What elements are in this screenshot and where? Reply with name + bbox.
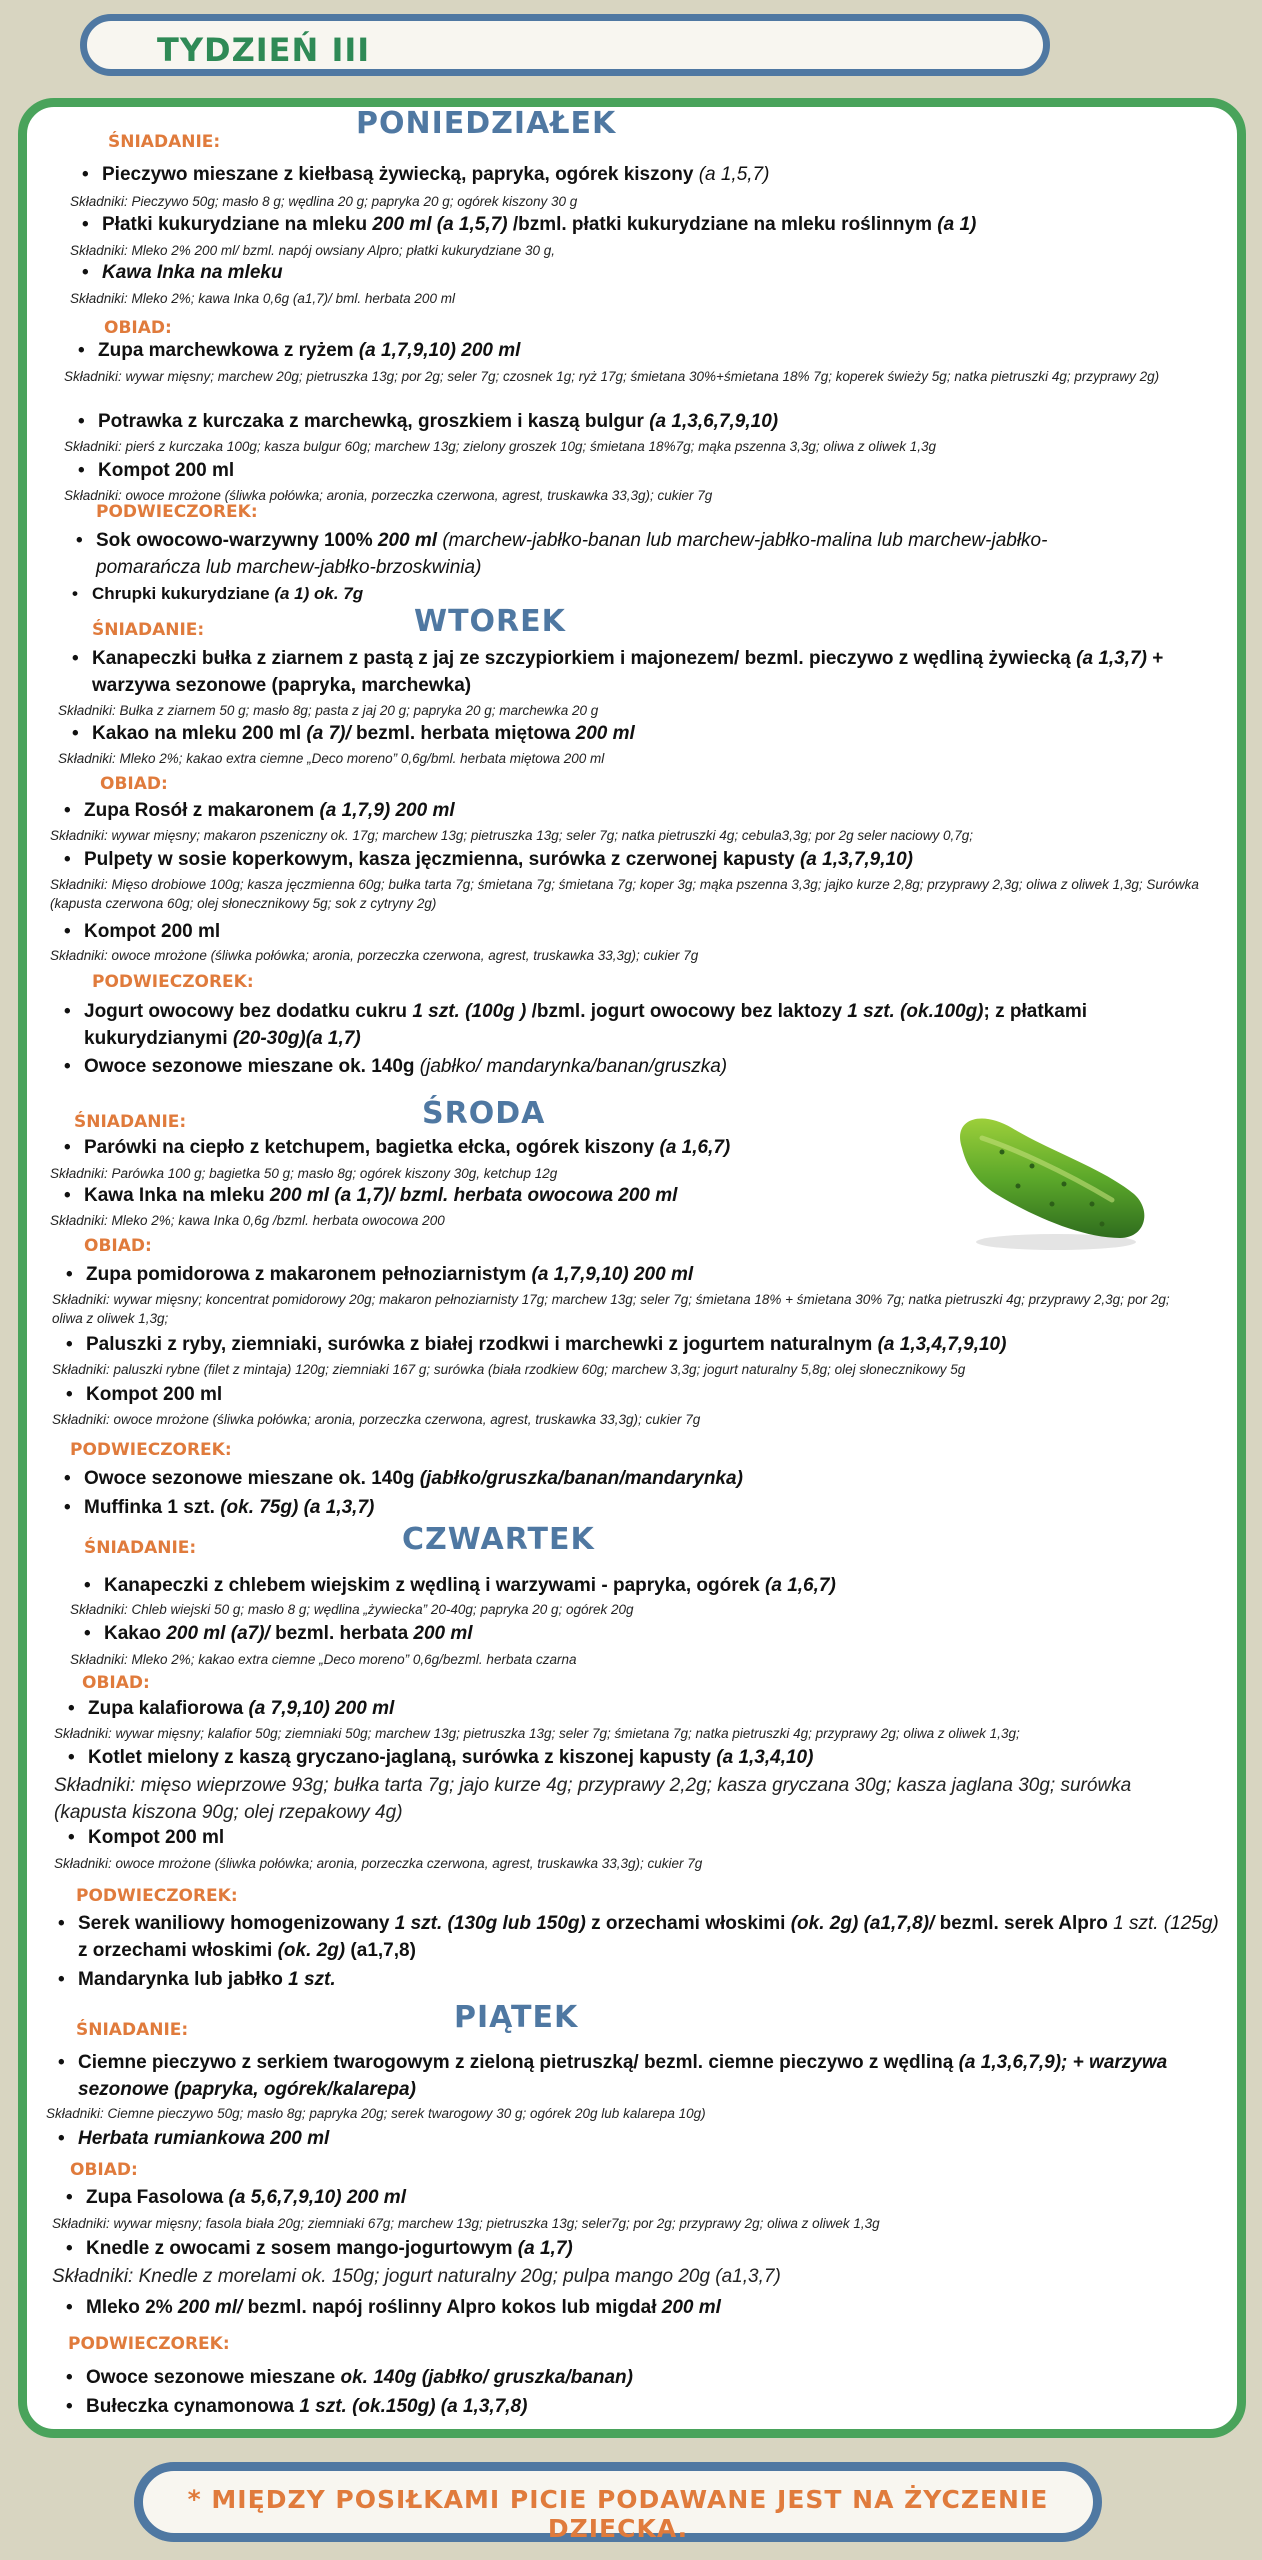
mon-day-heading: PONIEDZIAŁEK [356, 106, 617, 141]
wed-lunch-item-2: • Paluszki z ryby, ziemniaki, surówka z białej rzodkwi i marchewki z jogurtem naturalnym (a 1,3,4,7,9,10) [86, 1331, 1006, 1358]
tue-breakfast-ingredients-1: Składniki: Bułka z ziarnem 50 g; masło 8g; pasta z jaj 20 g; papryka 20 g; marchewka 20 g [58, 703, 599, 718]
mon-lunch-item-2: • Potrawka z kurczaka z marchewką, groszkiem i kaszą bulgur (a 1,3,6,7,9,10) [98, 408, 778, 435]
wed-lunch-ingredients-1: Składniki: wywar mięsny; koncentrat pomidorowy 20g; makaron pełnoziarnisty 17g; marchew 13g; seler 7g; śmietana 18% + śmietana 30% 7g; natka pietruszki 4g; przyprawy 2,3g; por 2g; oliwa z oliwek 1,3g; [52, 1292, 1170, 1326]
thu-breakfast-ingredients-2: Składniki: Mleko 2%; kakao extra ciemne „Deco moreno” 0,6g/bezml. herbata czarna [70, 1652, 577, 1667]
mon-lunch-item-1: • Zupa marchewkowa z ryżem (a 1,7,9,10) 200 ml [98, 337, 520, 364]
wed-day-heading: ŚRODA [422, 1096, 546, 1131]
footer-note: * MIĘDZY POSIŁKAMI PICIE PODAWANE JEST NA ŻYCZENIE DZIECKA. [187, 2485, 1049, 2543]
tue-lunch-ingredients-3: Składniki: owoce mrożone (śliwka połówka; aronia, porzeczka czerwona, agrest, truskawka 33,3g); cukier 7g [50, 948, 699, 963]
fri-lunch-item-2: • Knedle z owocami z sosem mango-jogurtowym (a 1,7) [86, 2235, 573, 2262]
mon-breakfast-label: ŚNIADANIE: [108, 132, 221, 152]
thu-lunch-ingredients-2: Składniki: mięso wieprzowe 93g; bułka tarta 7g; jajo kurze 4g; przyprawy 2,2g; kasza gryczana 30g; kasza jaglana 30g; surówka (kapusta kiszona 90g; olej rzepakowy 4g) [54, 1775, 1132, 1823]
fri-lunch-ingredients-2: Składniki: Knedle z morelami ok. 150g; jogurt naturalny 20g; pulpa mango 20g (a1,3,7) [52, 2266, 781, 2287]
fri-breakfast-item-2: • Herbata rumiankowa 200 ml [78, 2125, 329, 2152]
wed-lunch-ingredients-3: Składniki: owoce mrożone (śliwka połówka; aronia, porzeczka czerwona, agrest, truskawka 33,3g); cukier 7g [52, 1412, 701, 1427]
wed-snack-label: PODWIECZOREK: [70, 1440, 232, 1460]
thu-breakfast-label: ŚNIADANIE: [84, 1538, 197, 1558]
mon-breakfast-ingredients-2: Składniki: Mleko 2% 200 ml/ bzml. napój owsiany Alpro; płatki kukurydziane 30 g, [70, 243, 555, 258]
tue-snack-item-2: • Owoce sezonowe mieszane ok. 140g (jabłko/ mandarynka/banan/gruszka) [84, 1053, 727, 1080]
mon-lunch-ingredients-1: Składniki: wywar mięsny; marchew 20g; pietruszka 13g; por 2g; seler 7g; czosnek 1g; ryż 17g; śmietana 30%+śmietana 18% 7g; koperek świeży 5g; natka pietruszki 4g; przyprawy 2g) [64, 369, 1160, 384]
fri-day-heading: PIĄTEK [454, 2000, 579, 2035]
mon-snack-item-1: • Sok owocowo-warzywny 100% 200 ml (marchew-jabłko-banan lub marchew-jabłko-malina lub marchew-jabłko-pomarańcza lub marchew-jabłko-brzoskwinia) [96, 527, 1136, 581]
mon-snack-item-2: • Chrupki kukurydziane (a 1) ok. 7g [92, 580, 363, 607]
fri-breakfast-ingredients-1: Składniki: Ciemne pieczywo 50g; masło 8g; papryka 20g; serek twarogowy 30 g; ogórek 20g lub kalarepa 10g) [46, 2106, 706, 2121]
fri-snack-item-1: • Owoce sezonowe mieszane ok. 140g (jabłko/ gruszka/banan) [86, 2364, 633, 2391]
thu-breakfast-item-2: • Kakao 200 ml (a7)/ bezml. herbata 200 ml [104, 1620, 473, 1647]
fri-breakfast-item-1: • Ciemne pieczywo z serkiem twarogowym z zieloną pietruszką/ bezml. ciemne pieczywo z wędliną (a 1,3,6,7,9); + warzywa sezonowe (papryka, ogórek/kalarepa) [78, 2049, 1208, 2103]
wed-lunch-item-1: • Zupa pomidorowa z makaronem pełnoziarnistym (a 1,7,9,10) 200 ml [86, 1261, 693, 1288]
tue-breakfast-item-1: • Kanapeczki bułka z ziarnem z pastą z jaj ze szczypiorkiem i majonezem/ bezml. pieczywo z wędliną żywiecką (a 1,3,7) + warzywa sezonowe (papryka, marchewka) [92, 645, 1192, 699]
fri-lunch-item-1: • Zupa Fasolowa (a 5,6,7,9,10) 200 ml [86, 2184, 406, 2211]
tue-snack-item-1: • Jogurt owocowy bez dodatku cukru 1 szt. (100g ) /bzml. jogurt owocowy bez laktozy 1 szt. (ok.100g); z płatkami kukurydzianymi (20-30g)(a 1,7) [84, 998, 1194, 1052]
tue-lunch-item-3: • Kompot 200 ml [84, 918, 220, 945]
wed-breakfast-item-1: • Parówki na ciepło z ketchupem, bagietka ełcka, ogórek kiszony (a 1,6,7) [84, 1134, 730, 1161]
tue-lunch-item-2: • Pulpety w sosie koperkowym, kasza jęczmienna, surówka z czerwonej kapusty (a 1,3,7,9,10) [84, 846, 913, 873]
week-title-banner [80, 14, 1050, 76]
tue-lunch-item-1: • Zupa Rosół z makaronem (a 1,7,9) 200 ml [84, 797, 455, 824]
thu-snack-item-2: • Mandarynka lub jabłko 1 szt. [78, 1966, 336, 1993]
wed-breakfast-ingredients-1: Składniki: Parówka 100 g; bagietka 50 g; masło 8g; ogórek kiszony 30g, ketchup 12g [50, 1166, 558, 1181]
fri-breakfast-label: ŚNIADANIE: [76, 2020, 189, 2040]
thu-lunch-label: OBIAD: [82, 1673, 150, 1693]
mon-lunch-ingredients-3: Składniki: owoce mrożone (śliwka połówka; aronia, porzeczka czerwona, agrest, truskawka 33,3g); cukier 7g [64, 488, 713, 503]
thu-lunch-item-1: • Zupa kalafiorowa (a 7,9,10) 200 ml [88, 1695, 394, 1722]
fri-snack-label: PODWIECZOREK: [68, 2334, 230, 2354]
mon-breakfast-ingredients-3: Składniki: Mleko 2%; kawa Inka 0,6g (a1,7)/ bml. herbata 200 ml [70, 291, 455, 306]
mon-breakfast-item-1: • Pieczywo mieszane z kiełbasą żywiecką, papryka, ogórek kiszony (a 1,5,7) [102, 161, 769, 188]
thu-lunch-item-2: • Kotlet mielony z kaszą gryczano-jaglaną, surówka z kiszonej kapusty (a 1,3,4,10) [88, 1744, 813, 1771]
thu-lunch-ingredients-3: Składniki: owoce mrożone (śliwka połówka; aronia, porzeczka czerwona, agrest, truskawka 33,3g); cukier 7g [54, 1856, 703, 1871]
wed-lunch-ingredients-2: Składniki: paluszki rybne (filet z mintaja) 120g; ziemniaki 167 g; surówka (biała rzodkiew 60g; marchew 3,3g; jogurt naturalny 5,8g; olej słonecznikowy 5g [52, 1362, 966, 1377]
mon-lunch-item-3: • Kompot 200 ml [98, 457, 234, 484]
tue-day-heading: WTOREK [414, 604, 566, 639]
wed-lunch-item-3: • Kompot 200 ml [86, 1381, 222, 1408]
thu-breakfast-item-1: • Kanapeczki z chlebem wiejskim z wędliną i warzywami - papryka, ogórek (a 1,6,7) [104, 1572, 836, 1599]
wed-snack-item-2: • Muffinka 1 szt. (ok. 75g) (a 1,3,7) [84, 1494, 374, 1521]
tue-breakfast-ingredients-2: Składniki: Mleko 2%; kakao extra ciemne „Deco moreno” 0,6g/bml. herbata miętowa 200 ml [58, 751, 605, 766]
thu-lunch-item-3: • Kompot 200 ml [88, 1824, 224, 1851]
tue-breakfast-item-2: • Kakao na mleku 200 ml (a 7)/ bezml. herbata miętowa 200 ml [92, 720, 635, 747]
tue-lunch-label: OBIAD: [100, 774, 168, 794]
mon-snack-label: PODWIECZOREK: [96, 502, 258, 522]
fri-lunch-ingredients-1: Składniki: wywar mięsny; fasola biała 20g; ziemniaki 67g; marchew 13g; pietruszka 13g; seler7g; por 2g; przyprawy 2g; oliwa z oliwek 1,3g [52, 2216, 880, 2231]
thu-snack-label: PODWIECZOREK: [76, 1886, 238, 1906]
mon-breakfast-item-3: • Kawa Inka na mleku [102, 259, 283, 286]
wed-snack-item-1: • Owoce sezonowe mieszane ok. 140g (jabłko/gruszka/banan/mandarynka) [84, 1465, 743, 1492]
fri-lunch-label: OBIAD: [70, 2160, 138, 2180]
tue-snack-label: PODWIECZOREK: [92, 972, 254, 992]
fri-snack-item-2: • Bułeczka cynamonowa 1 szt. (ok.150g) (a 1,3,7,8) [86, 2393, 527, 2420]
thu-lunch-ingredients-1: Składniki: wywar mięsny; kalafior 50g; ziemniaki 50g; marchew 13g; pietruszka 13g; seler 7g; śmietana 7g; natka pietruszki 4g; przyprawy 2g; oliwa z oliwek 1,3g; [54, 1726, 1020, 1741]
tue-breakfast-label: ŚNIADANIE: [92, 620, 205, 640]
wed-breakfast-ingredients-2: Składniki: Mleko 2%; kawa Inka 0,6g /bzml. herbata owocowa 200 [50, 1213, 445, 1228]
week-title: TYDZIEŃ III [157, 31, 371, 69]
thu-breakfast-ingredients-1: Składniki: Chleb wiejski 50 g; masło 8 g; wędlina „żywiecka” 20-40g; papryka 20 g; ogórek 20g [70, 1602, 634, 1617]
cucumber-illustration [952, 1108, 1152, 1256]
wed-breakfast-label: ŚNIADANIE: [74, 1112, 187, 1132]
tue-lunch-ingredients-1: Składniki: wywar mięsny; makaron pszeniczny ok. 17g; marchew 13g; pietruszka 13g; seler 7g; natka pietruszki 4g; cebula3,3g; por 2g seler naciowy 0,7g; [50, 828, 973, 843]
mon-lunch-label: OBIAD: [104, 318, 172, 338]
mon-breakfast-item-2: • Płatki kukurydziane na mleku 200 ml (a 1,5,7) /bzml. płatki kukurydziane na mleku roślinnym (a 1) [102, 211, 976, 238]
thu-snack-item-1: • Serek waniliowy homogenizowany 1 szt. (130g lub 150g) z orzechami włoskimi (ok. 2g) (a1,7,8)/ bezml. serek Alpro 1 szt. (125g) z orzechami włoskimi (ok. 2g) (a1,7,8) [78, 1910, 1228, 1964]
wed-breakfast-item-2: • Kawa Inka na mleku 200 ml (a 1,7)/ bzml. herbata owocowa 200 ml [84, 1182, 677, 1209]
wed-lunch-label: OBIAD: [84, 1236, 152, 1256]
footer-note-banner [134, 2462, 1102, 2542]
mon-lunch-ingredients-2: Składniki: pierś z kurczaka 100g; kasza bulgur 60g; marchew 13g; zielony groszek 10g; śmietana 18%7g; mąka pszenna 3,3g; oliwa z oliwek 1,3g [64, 439, 936, 454]
thu-day-heading: CZWARTEK [402, 1522, 595, 1557]
fri-lunch-item-3: • Mleko 2% 200 ml/ bezml. napój roślinny Alpro kokos lub migdał 200 ml [86, 2294, 721, 2321]
tue-lunch-ingredients-2: Składniki: Mięso drobiowe 100g; kasza jęczmienna 60g; bułka tarta 7g; śmietana 7g; śmietana 7g; koper 3g; mąka pszenna 3,3g; jajko kurze 2,8g; przyprawy 2,3g; oliwa z oliwek 1,3g; Surówka (kapusta czerwona 60g; olej słonecznikowy 5g; sok z cytryny 2g) [50, 877, 1199, 911]
mon-breakfast-ingredients-1: Składniki: Pieczywo 50g; masło 8 g; wędlina 20 g; papryka 20 g; ogórek kiszony 30 g [70, 194, 578, 209]
